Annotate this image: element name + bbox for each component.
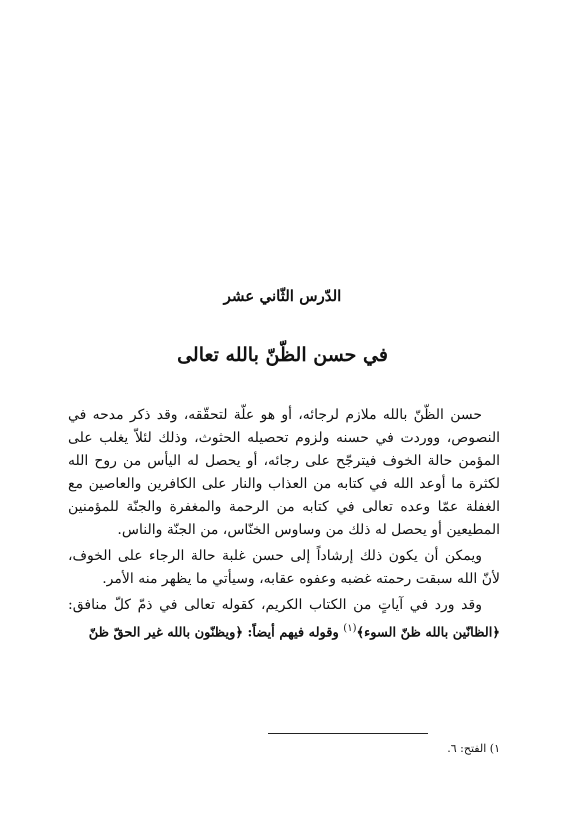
paragraph-1: حسن الظّنّ بالله ملازم لرجائه، أو هو علّة لتحقّقه، وقد ذكر مدحه في النصوص، ووردت في حسنه ولزوم تحصيله الحثوث، وذلك لئلاّ يغلب على المؤمن حالة الخوف فيترجّح على رجائه، أو يحصل له اليأس من روح الله لكثرة ما أوعد الله في كتابه من العذاب والنار على الكافرين والعاصين مع الغفلة عمّا وعده تعالى في كتابه من الرحمة والمغفرة والجنّة للمؤمنين المطيعين أو يحصل له ذلك من وساوس الخنّاس، من الجنّة والناس. xyxy=(68,407,500,538)
paragraph-3-mid: وقوله فيهم أيضاً: xyxy=(243,625,344,641)
paragraph-3-intro: وقد ورد في آياتٍ من الكتاب الكريم، كقوله تعالى في ذمّ كلّ منافق: xyxy=(68,597,482,613)
footnote-number: ١) xyxy=(489,742,500,755)
quran-quote-1: ﴿الظانّين بالله ظنّ السوء﴾ xyxy=(356,625,500,641)
quran-quote-2: ﴿ويظنّون بالله غير الحقّ ظنّ xyxy=(88,625,243,641)
footnote-text: الفتح: ٦. xyxy=(447,742,487,755)
paragraph-3 xyxy=(68,594,500,645)
chapter-title: الدّرس الثّاني عشر xyxy=(223,287,342,305)
lesson-title: في حسن الظّنّ بالله تعالى xyxy=(177,344,388,366)
paragraph-2: ويمكن أن يكون ذلك إرشاداً إلى حسن غلبة حالة الرجاء على الخوف، لأنّ الله سبقت رحمته غضبه وعفوه عقابه، وسيأتي ما يظهر منه الأمر. xyxy=(68,548,500,587)
footnote-divider xyxy=(268,733,428,734)
footnote xyxy=(60,742,500,755)
body-text xyxy=(68,404,500,645)
footnote-ref: (١) xyxy=(343,623,357,634)
